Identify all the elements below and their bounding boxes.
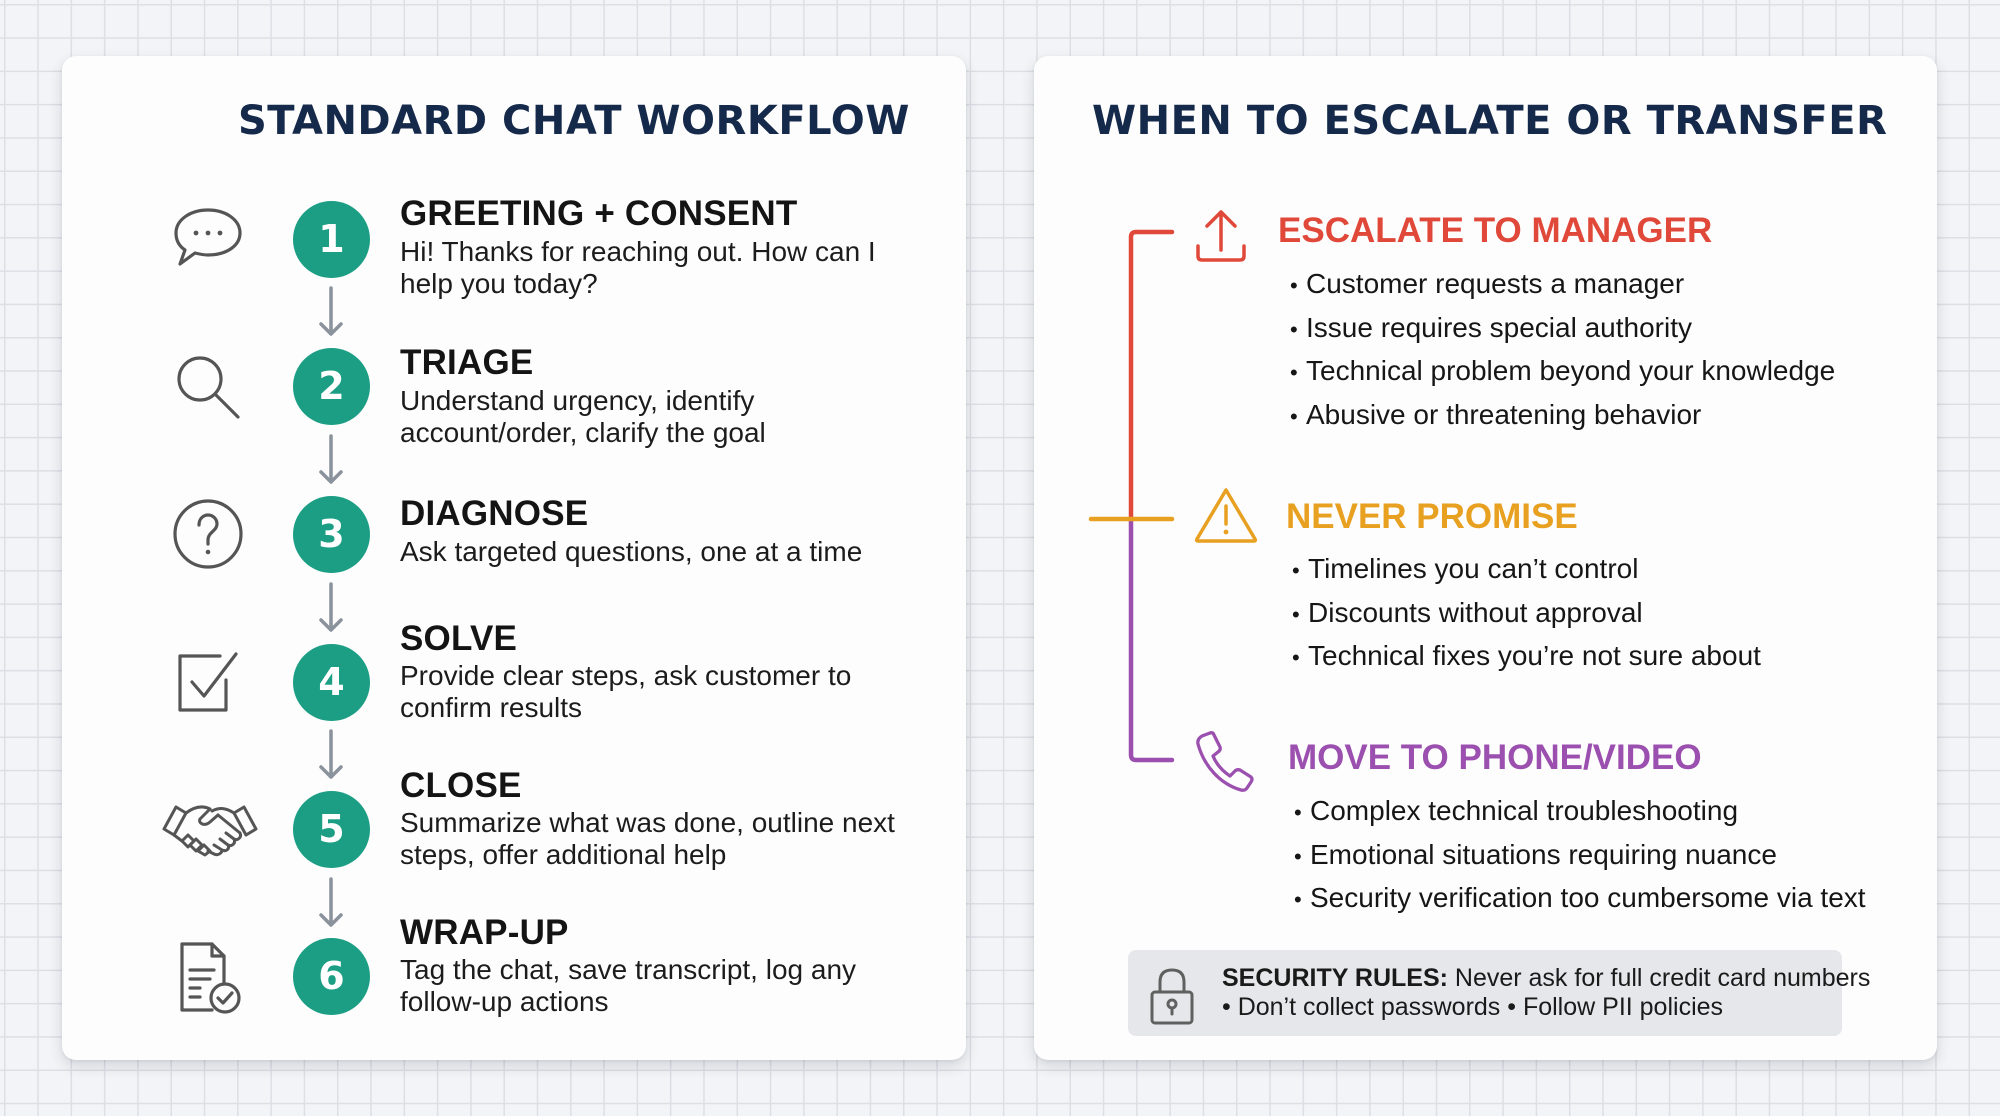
- workflow-step-6: [62, 913, 966, 1058]
- never-promise-list: [1292, 547, 1761, 678]
- security-rules-box: [1128, 950, 1871, 1036]
- arrow-down-icon: [318, 286, 344, 338]
- list-item: • Discounts without approval: [1292, 591, 1761, 635]
- workflow-step-2: [62, 343, 966, 467]
- arrow-down-icon: [318, 434, 344, 486]
- list-item: • Technical fixes you’re not sure about: [1292, 634, 1761, 678]
- lock-icon: [1148, 966, 1196, 1026]
- step-number-badge: 1: [293, 201, 370, 278]
- workflow-step-1: [62, 194, 966, 320]
- phone-icon: [1194, 730, 1254, 792]
- escalation-card: [1034, 56, 1937, 1060]
- document-check-icon: [170, 940, 246, 1016]
- escalation-title: WHEN TO ESCALATE OR TRANSFER: [1092, 98, 1888, 144]
- list-item: • Issue requires special authority: [1290, 306, 1835, 350]
- workflow-step-4: [62, 619, 966, 764]
- security-rule-2: • Don’t collect passwords • Follow PII policies: [1222, 993, 1724, 1021]
- bracket-connector: [1084, 226, 1184, 766]
- list-item: • Complex technical troubleshooting: [1294, 789, 1866, 833]
- list-item: • Abusive or threatening behavior: [1290, 393, 1835, 437]
- step-number-badge: 5: [293, 791, 370, 868]
- phone-video-list: [1294, 789, 1866, 920]
- list-item: • Timelines you can’t control: [1292, 547, 1761, 591]
- step-description: Understand urgency, identify account/order, clarify the goal: [400, 385, 766, 448]
- handshake-icon: [160, 789, 260, 865]
- step-number-badge: 6: [293, 938, 370, 1015]
- arrow-down-icon: [318, 877, 344, 929]
- list-item: • Security verification too cumbersome via text: [1294, 876, 1866, 920]
- workflow-step-5: [62, 766, 966, 911]
- workflow-step-3: [62, 496, 966, 616]
- list-item: • Customer requests a manager: [1290, 262, 1835, 306]
- security-rule-1: Never ask for full credit card numbers: [1447, 964, 1871, 992]
- workflow-title: STANDARD CHAT WORKFLOW: [238, 98, 910, 144]
- step-number-badge: 4: [293, 644, 370, 721]
- upload-icon: [1192, 206, 1250, 264]
- arrow-down-icon: [318, 729, 344, 781]
- security-rules-label: SECURITY RULES:: [1222, 964, 1448, 992]
- chat-bubble-icon: [170, 200, 246, 276]
- search-icon: [170, 349, 246, 425]
- step-description: Hi! Thanks for reaching out. How can I help you today?: [400, 236, 876, 299]
- step-description: Tag the chat, save transcript, log any follow-up actions: [400, 954, 857, 1017]
- section-title-never-promise: NEVER PROMISE: [1286, 497, 1578, 536]
- step-title: SOLVE: [400, 619, 518, 658]
- security-rules-text: [1222, 964, 1870, 1022]
- warning-icon: [1194, 486, 1258, 544]
- list-item: • Technical problem beyond your knowledge: [1290, 349, 1835, 393]
- step-description: Ask targeted questions, one at a time: [400, 536, 863, 567]
- section-title-escalate: ESCALATE TO MANAGER: [1278, 211, 1713, 250]
- arrow-down-icon: [318, 582, 344, 634]
- step-title: DIAGNOSE: [400, 494, 589, 533]
- step-title: WRAP-UP: [400, 913, 569, 952]
- section-title-phone-video: MOVE TO PHONE/VIDEO: [1288, 738, 1702, 777]
- step-description: Summarize what was done, outline next steps, offer additional help: [400, 807, 895, 870]
- step-title: TRIAGE: [400, 343, 534, 382]
- step-title: GREETING + CONSENT: [400, 194, 798, 233]
- escalate-list: [1290, 262, 1835, 436]
- question-circle-icon: [170, 496, 246, 572]
- step-title: CLOSE: [400, 766, 522, 805]
- list-item: • Emotional situations requiring nuance: [1294, 833, 1866, 877]
- workflow-card: [62, 56, 966, 1060]
- step-number-badge: 2: [293, 348, 370, 425]
- checkbox-icon: [170, 644, 246, 720]
- step-number-badge: 3: [293, 496, 370, 573]
- step-description: Provide clear steps, ask customer to confirm results: [400, 660, 852, 723]
